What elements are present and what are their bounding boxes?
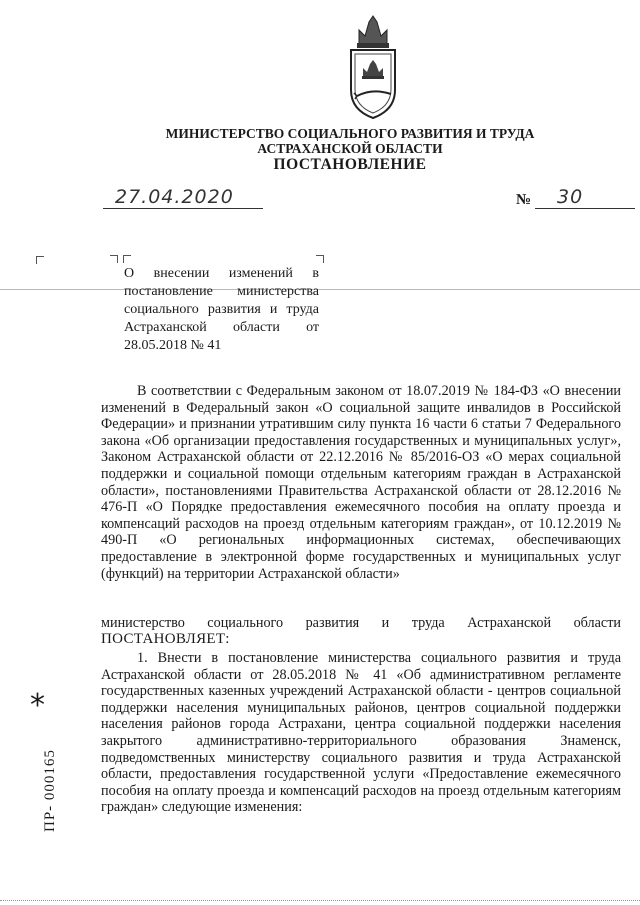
margin-star-mark: *	[30, 688, 45, 723]
document-number: 30	[535, 186, 635, 209]
corner-mark-left	[36, 256, 44, 264]
ministry-title	[150, 126, 550, 172]
document-date: 27.04.2020	[103, 186, 263, 209]
document-type: ПОСТАНОВЛЕНИЕ	[273, 156, 427, 173]
registration-code: ПР- 000165	[42, 749, 58, 832]
ministry-line-1: МИНИСТЕРСТВО СОЦИАЛЬНОГО РАЗВИТИЯ И ТРУДА	[165, 126, 535, 141]
corner-mark-right	[316, 255, 324, 263]
coat-of-arms-icon	[345, 14, 401, 124]
ministry-line: министерство социального развития и труда Астраханской области	[101, 615, 621, 631]
bottom-scan-edge	[0, 900, 640, 901]
item-1-paragraph: 1. Внести в постановление министерства социального развития и труда Астраханской области от 28.05.2018 № 41 «Об административном регламенте государственных казенных учреждений Астраханской области - центров социальной поддержки населения муниципальных районов, центров социальной поддержки населения районов города Астрахани, центра социальной поддержки населения закрытого административно-территориального образования Знаменск, подведомственных министерству социального развития и труда Астраханской области, предоставления государственной услуги «Предоставление ежемесячного пособия на оплату проезда и компенсаций расходов на проезд отдельным категориям граждан» следующие изменения:	[101, 650, 621, 816]
corner-mark-mid-1	[110, 255, 118, 263]
document-number-sign: №	[516, 192, 532, 208]
corner-mark-mid-2	[123, 255, 131, 263]
ministry-line-2: АСТРАХАНСКОЙ ОБЛАСТИ	[257, 141, 443, 156]
scan-line	[0, 289, 640, 290]
resolves-heading: ПОСТАНОВЛЯЕТ:	[101, 631, 230, 647]
document-subject: О внесении изменений в постановление министерства социального развития и труда Астраханской области от 28.05.2018 № 41	[124, 266, 319, 353]
preamble-paragraph: В соответствии с Федеральным законом от 18.07.2019 № 184-ФЗ «О внесении изменений в Федеральный закон «О социальной защите инвалидов в Российской Федерации» и признании утратившим силу пункта 16 части 6 статьи 7 Федерального закона «Об организации предоставления государственных и муниципальных услуг», Законом Астраханской области от 22.12.2016 № 85/2016-ОЗ «О мерах социальной поддержки и социальной помощи отдельным категориям граждан в Астраханской области», постановлениями Правительства Астраханской области от 28.12.2016 № 476-П «О Порядке предоставления ежемесячного пособия на оплату проезда и компенсаций расходов на проезд отдельным категориям граждан», от 10.12.2019 № 490-П «О региональных информационных системах, обеспечивающих предоставление в электронной форме государственных и муниципальных услуг (функций) на территории Астраханской области»	[101, 383, 621, 582]
